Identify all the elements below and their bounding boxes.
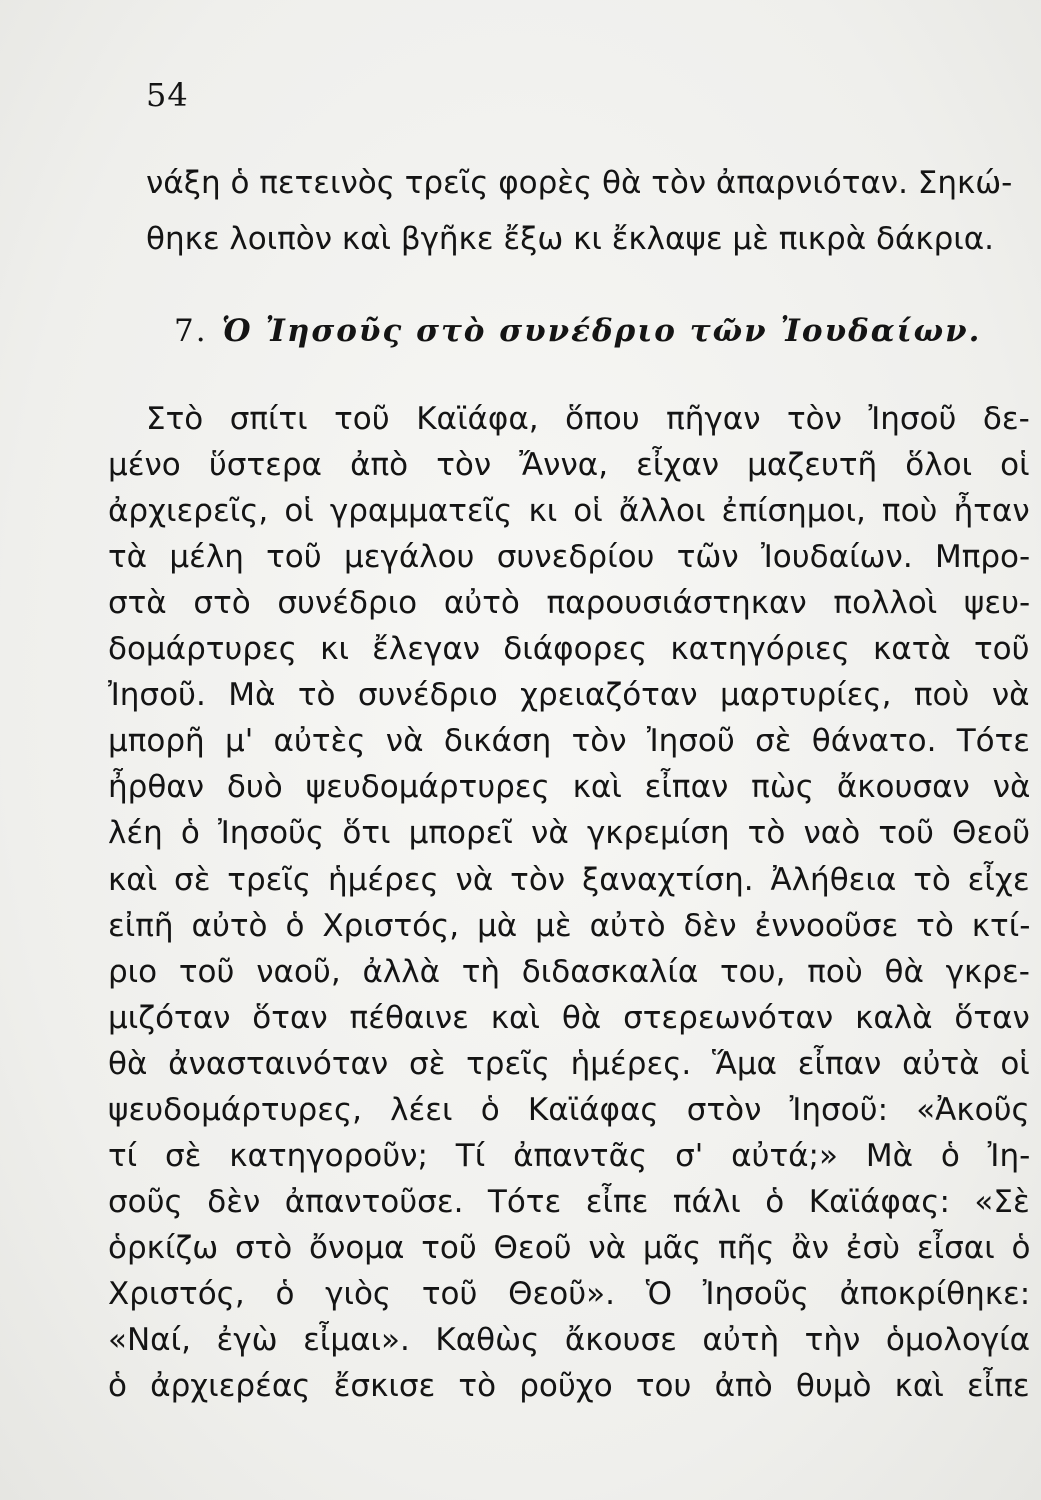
body-line: ριο τοῦ ναοῦ, ἀλλὰ τὴ διδασκαλία του, ποὺ θὰ γκρε- [108, 954, 1030, 990]
body-line: στὰ στὸ συνέδριο αὐτὸ παρουσιάστηκαν πολλοὶ ψευ- [108, 585, 1031, 621]
body-line: ἀρχιερεῖς, οἱ γραμματεῖς κι οἱ ἄλλοι ἐπίσημοι, ποὺ ἦταν [108, 493, 1030, 529]
body-line: Χριστός, ὁ γιὸς τοῦ Θεοῦ». Ὁ Ἰησοῦς ἀποκρίθηκε: [108, 1276, 1031, 1312]
body-line: «Ναί, ἐγὼ εἶμαι». Καθὼς ἄκουσε αὐτὴ τὴν ὁμολογία [108, 1322, 1031, 1358]
intro-line: θηκε λοιπὸν καὶ βγῆκε ἔξω κι ἔκλαψε μὲ πικρὰ δάκρια. [146, 221, 994, 257]
body-line: Ἰησοῦ. Μὰ τὸ συνέδριο χρειαζόταν μαρτυρίες, ποὺ νὰ [108, 677, 1030, 713]
body-line: μπορῆ μ' αὐτὲς νὰ δικάση τὸν Ἰησοῦ σὲ θάνατο. Τότε [108, 723, 1031, 759]
body-line: μιζόταν ὅταν πέθαινε καὶ θὰ στερεωνόταν καλὰ ὅταν [108, 1000, 1030, 1036]
body-line: Στὸ σπίτι τοῦ Καϊάφα, ὅπου πῆγαν τὸν Ἰησοῦ δε- [146, 401, 1030, 437]
section-heading [174, 309, 981, 353]
body-line: τί σὲ κατηγοροῦν; Τί ἀπαντᾶς σ' αὐτά;» Μὰ ὁ Ἰη- [108, 1138, 1031, 1174]
body-line: ψευδομάρτυρες, λέει ὁ Καϊάφας στὸν Ἰησοῦ: «Ἀκοῦς [108, 1092, 1030, 1128]
section-title: Ὁ Ἰησοῦς στὸ συνέδριο τῶν Ἰουδαίων. [221, 313, 982, 349]
body-line: εἰπῆ αὐτὸ ὁ Χριστός, μὰ μὲ αὐτὸ δὲν ἐννοοῦσε τὸ κτί- [108, 908, 1031, 944]
body-line: καὶ σὲ τρεῖς ἡμέρες νὰ τὸν ξαναχτίση. Ἀλήθεια τὸ εἶχε [108, 862, 1030, 898]
section-number: 7. [174, 313, 208, 349]
body-line: ὁρκίζω στὸ ὄνομα τοῦ Θεοῦ νὰ μᾶς πῆς ἂν ἐσὺ εἶσαι ὁ [108, 1230, 1031, 1266]
body-line: ἦρθαν δυὸ ψευδομάρτυρες καὶ εἶπαν πὼς ἄκουσαν νὰ [108, 769, 1031, 805]
body-line: τὰ μέλη τοῦ μεγάλου συνεδρίου τῶν Ἰουδαίων. Μπρο- [108, 539, 1031, 575]
body-line: ὁ ἀρχιερέας ἔσκισε τὸ ροῦχο του ἀπὸ θυμὸ καὶ εἶπε [108, 1368, 1030, 1404]
intro-line: νάξη ὁ πετεινὸς τρεῖς φορὲς θὰ τὸν ἀπαρνιόταν. Σηκώ- [146, 165, 1013, 201]
body-line: λέη ὁ Ἰησοῦς ὅτι μπορεῖ νὰ γκρεμίση τὸ ναὸ τοῦ Θεοῦ [108, 815, 1031, 851]
body-line: θὰ ἀνασταινόταν σὲ τρεῖς ἡμέρες. Ἅμα εἶπαν αὐτὰ οἱ [108, 1046, 1030, 1082]
body-line: μένο ὕστερα ἀπὸ τὸν Ἄννα, εἶχαν μαζευτῆ ὅλοι οἱ [108, 447, 1030, 483]
page-number: 54 [146, 76, 189, 114]
body-line: σοῦς δὲν ἀπαντοῦσε. Τότε εἶπε πάλι ὁ Καϊάφας: «Σὲ [108, 1184, 1030, 1220]
body-line: δομάρτυρες κι ἔλεγαν διάφορες κατηγόριες κατὰ τοῦ [108, 631, 1030, 667]
